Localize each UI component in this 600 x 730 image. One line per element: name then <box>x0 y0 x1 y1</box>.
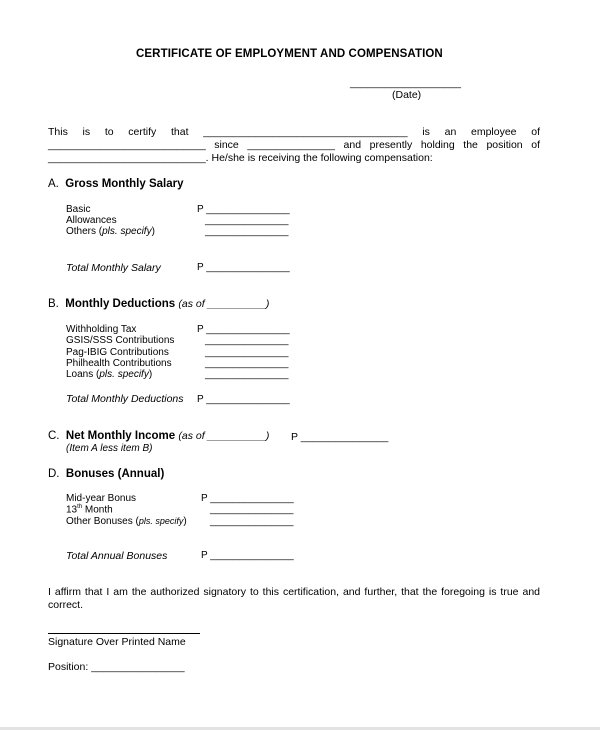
intro-line-3[interactable]: ___________________________. He/she is receiving the following compensation: <box>48 152 433 164</box>
signature-label: Signature Over Printed Name <box>48 636 186 648</box>
intro-line-2[interactable]: ___________________________ since _______________ and presently holding the position of <box>48 139 540 151</box>
pag-ibig-blank[interactable]: _______________ <box>205 347 289 358</box>
document-title: CERTIFICATE OF EMPLOYMENT AND COMPENSATION <box>136 48 443 60</box>
section-b-heading <box>48 298 269 310</box>
section-a-letter: A. <box>48 178 59 190</box>
total-monthly-deductions-amount[interactable]: P _______________ <box>197 394 290 405</box>
peso-sign: P <box>197 204 204 215</box>
13th-month-blank[interactable]: _______________ <box>210 504 294 515</box>
item-others: Others (pls. specify) <box>66 226 155 237</box>
item-basic: Basic <box>66 204 91 215</box>
total-monthly-salary-label: Total Monthly Salary <box>66 262 161 274</box>
total-annual-bonuses-label: Total Annual Bonuses <box>66 550 168 562</box>
total-annual-bonuses-amount[interactable]: P _______________ <box>201 550 294 561</box>
item-philhealth: Philhealth Contributions <box>66 358 172 369</box>
date-field[interactable]: ___________________ <box>350 77 461 89</box>
section-c-letter: C. <box>48 430 60 442</box>
item-mid-year-bonus: Mid-year Bonus <box>66 493 137 504</box>
section-c-title: Net Monthly Income <box>65 430 176 442</box>
total-monthly-deductions-label: Total Monthly Deductions <box>66 393 184 405</box>
section-a-heading <box>48 178 184 190</box>
section-d-letter: D. <box>48 468 60 480</box>
loans-blank[interactable]: _______________ <box>205 369 289 380</box>
item-loans: Loans (pls. specify) <box>66 369 153 380</box>
item-other-bonuses: Other Bonuses (pls. specify) <box>66 516 187 527</box>
position-field[interactable]: Position: ________________ <box>48 661 185 673</box>
mid-year-bonus-amount[interactable]: P _______________ <box>201 493 294 504</box>
section-a-title: Gross Monthly Salary <box>65 178 184 190</box>
section-d-heading <box>48 468 164 480</box>
item-withholding-tax: Withholding Tax <box>66 324 137 335</box>
basic-amount[interactable] <box>197 204 290 215</box>
item-13th-month: 13th Month <box>66 504 113 516</box>
section-b-letter: B. <box>48 298 59 310</box>
basic-blank: _______________ <box>206 204 290 215</box>
net-monthly-income-amount[interactable]: P _______________ <box>291 431 389 443</box>
others-blank[interactable]: _______________ <box>205 226 289 237</box>
allowances-blank[interactable]: _______________ <box>205 215 289 226</box>
item-allowances: Allowances <box>66 215 117 226</box>
item-pag-ibig: Pag-IBIG Contributions <box>66 347 169 358</box>
item-gsis-sss: GSIS/SSS Contributions <box>66 335 175 346</box>
section-b-as-of: (as of __________) <box>178 298 270 310</box>
total-monthly-salary-amount[interactable]: P _______________ <box>197 262 290 273</box>
philhealth-blank[interactable]: _______________ <box>205 358 289 369</box>
affirm-line-1: I affirm that I am the authorized signatory to this certification, and further, that the foregoing is true and <box>48 586 540 598</box>
section-c-heading <box>48 430 269 442</box>
intro-line-1[interactable]: This is to certify that ___________________________________ is an employee of <box>48 126 540 138</box>
section-d-title: Bonuses (Annual) <box>65 468 165 480</box>
section-c-note: (Item A less item B) <box>66 443 153 454</box>
gsis-sss-blank[interactable]: _______________ <box>205 335 289 346</box>
other-bonuses-blank[interactable]: _______________ <box>210 516 294 527</box>
section-c-as-of: (as of __________) <box>178 430 270 442</box>
signature-line[interactable] <box>48 633 200 634</box>
affirm-line-2: correct. <box>48 599 84 611</box>
date-label: (Date) <box>392 89 422 101</box>
withholding-tax-amount[interactable]: P _______________ <box>197 324 290 335</box>
section-b-title: Monthly Deductions <box>65 298 176 310</box>
